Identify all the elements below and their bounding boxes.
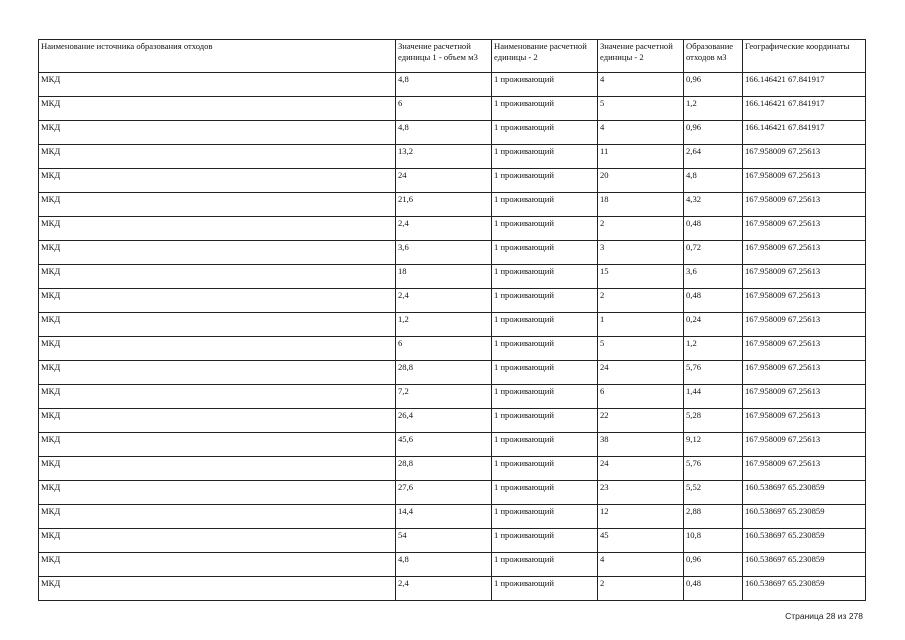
table-cell: МКД: [39, 361, 396, 385]
table-row: [39, 577, 866, 601]
table-cell: МКД: [39, 337, 396, 361]
table-cell: 167.958009 67.25613: [743, 169, 866, 193]
table-row: [39, 505, 866, 529]
table-cell: 2: [598, 289, 684, 313]
table-cell: МКД: [39, 145, 396, 169]
table-cell: 1 проживающий: [492, 433, 598, 457]
table-cell: МКД: [39, 385, 396, 409]
table-cell: 166.146421 67.841917: [743, 97, 866, 121]
table-cell: 1 проживающий: [492, 409, 598, 433]
table-cell: 0,72: [684, 241, 743, 265]
table-cell: 18: [598, 193, 684, 217]
table-cell: 2: [598, 217, 684, 241]
table-cell: 45,6: [396, 433, 492, 457]
table-cell: 160.538697 65.230859: [743, 481, 866, 505]
table-cell: 0,96: [684, 73, 743, 97]
table-cell: 167.958009 67.25613: [743, 409, 866, 433]
table-cell: 0,96: [684, 121, 743, 145]
table-cell: 1 проживающий: [492, 457, 598, 481]
table-cell: 0,24: [684, 313, 743, 337]
table-cell: 1 проживающий: [492, 289, 598, 313]
table-cell: 28,8: [396, 361, 492, 385]
table-cell: МКД: [39, 193, 396, 217]
table-cell: 2: [598, 577, 684, 601]
table-row: [39, 457, 866, 481]
table-cell: 3,6: [684, 265, 743, 289]
column-header: Географические координаты: [743, 40, 866, 73]
table-cell: 5: [598, 97, 684, 121]
table-cell: МКД: [39, 169, 396, 193]
table-row: [39, 145, 866, 169]
table-cell: 1 проживающий: [492, 553, 598, 577]
table-row: [39, 289, 866, 313]
table-cell: 166.146421 67.841917: [743, 121, 866, 145]
table-cell: 4,8: [396, 553, 492, 577]
table-row: [39, 337, 866, 361]
table-cell: 4,32: [684, 193, 743, 217]
table-cell: 167.958009 67.25613: [743, 145, 866, 169]
table-cell: 0,48: [684, 217, 743, 241]
table-cell: 1,2: [684, 337, 743, 361]
column-header: Образование отходов м3: [684, 40, 743, 73]
table-cell: 1 проживающий: [492, 529, 598, 553]
table-cell: 1 проживающий: [492, 265, 598, 289]
table-cell: МКД: [39, 121, 396, 145]
table-cell: МКД: [39, 481, 396, 505]
table-cell: 5,76: [684, 457, 743, 481]
table-cell: 45: [598, 529, 684, 553]
table-row: [39, 217, 866, 241]
table-cell: 160.538697 65.230859: [743, 529, 866, 553]
table-cell: 4,8: [684, 169, 743, 193]
table-cell: 23: [598, 481, 684, 505]
table-cell: 13,2: [396, 145, 492, 169]
table-row: [39, 73, 866, 97]
table-header-row: [39, 40, 866, 73]
table-row: [39, 169, 866, 193]
table-cell: 54: [396, 529, 492, 553]
table-cell: МКД: [39, 241, 396, 265]
table-cell: МКД: [39, 313, 396, 337]
table-cell: 167.958009 67.25613: [743, 289, 866, 313]
table-cell: 6: [598, 385, 684, 409]
table-cell: 4: [598, 553, 684, 577]
table-cell: МКД: [39, 553, 396, 577]
table-cell: 1 проживающий: [492, 337, 598, 361]
waste-sources-table: [38, 39, 866, 601]
table-cell: 1 проживающий: [492, 121, 598, 145]
table-cell: 26,4: [396, 409, 492, 433]
table-cell: 2,4: [396, 577, 492, 601]
table-cell: 1,2: [684, 97, 743, 121]
table-cell: 1 проживающий: [492, 505, 598, 529]
table-cell: МКД: [39, 289, 396, 313]
table-cell: 1 проживающий: [492, 481, 598, 505]
table-cell: 1 проживающий: [492, 385, 598, 409]
table-cell: 1 проживающий: [492, 241, 598, 265]
table-cell: 5,28: [684, 409, 743, 433]
table-cell: 1 проживающий: [492, 145, 598, 169]
table-row: [39, 481, 866, 505]
table-cell: 4,8: [396, 73, 492, 97]
table-cell: 24: [598, 457, 684, 481]
table-cell: 3: [598, 241, 684, 265]
table-cell: МКД: [39, 529, 396, 553]
table-cell: 1 проживающий: [492, 313, 598, 337]
table-cell: 1,2: [396, 313, 492, 337]
table-cell: 14,4: [396, 505, 492, 529]
table-cell: МКД: [39, 505, 396, 529]
table-cell: 28,8: [396, 457, 492, 481]
table-cell: 167.958009 67.25613: [743, 193, 866, 217]
table-cell: 2,4: [396, 217, 492, 241]
table-cell: 0,48: [684, 289, 743, 313]
table-cell: 15: [598, 265, 684, 289]
waste-sources-sheet: [38, 39, 865, 601]
table-cell: 4: [598, 73, 684, 97]
table-cell: 20: [598, 169, 684, 193]
page-number: Страница 28 из 278: [785, 611, 863, 621]
column-header: Наименование расчетной единицы - 2: [492, 40, 598, 73]
table-cell: 4: [598, 121, 684, 145]
table-cell: 1: [598, 313, 684, 337]
table-cell: 18: [396, 265, 492, 289]
table-cell: 167.958009 67.25613: [743, 337, 866, 361]
table-row: [39, 313, 866, 337]
table-cell: 1 проживающий: [492, 193, 598, 217]
table-cell: 2,4: [396, 289, 492, 313]
table-cell: МКД: [39, 409, 396, 433]
table-cell: 1 проживающий: [492, 217, 598, 241]
table-row: [39, 553, 866, 577]
table-cell: МКД: [39, 97, 396, 121]
table-cell: 27,6: [396, 481, 492, 505]
table-cell: 160.538697 65.230859: [743, 577, 866, 601]
table-cell: 6: [396, 337, 492, 361]
table-cell: 38: [598, 433, 684, 457]
table-cell: 1 проживающий: [492, 97, 598, 121]
table-cell: 167.958009 67.25613: [743, 385, 866, 409]
table-cell: 0,48: [684, 577, 743, 601]
table-cell: 10,8: [684, 529, 743, 553]
table-body: [39, 73, 866, 601]
table-cell: 3,6: [396, 241, 492, 265]
table-cell: 12: [598, 505, 684, 529]
table-row: [39, 529, 866, 553]
table-row: [39, 433, 866, 457]
table-row: [39, 121, 866, 145]
table-row: [39, 193, 866, 217]
table-cell: МКД: [39, 265, 396, 289]
table-cell: 167.958009 67.25613: [743, 241, 866, 265]
table-cell: 167.958009 67.25613: [743, 217, 866, 241]
table-row: [39, 409, 866, 433]
table-cell: 167.958009 67.25613: [743, 313, 866, 337]
table-cell: 1 проживающий: [492, 577, 598, 601]
table-cell: 160.538697 65.230859: [743, 505, 866, 529]
table-cell: 167.958009 67.25613: [743, 457, 866, 481]
table-cell: 6: [396, 97, 492, 121]
table-cell: 1 проживающий: [492, 169, 598, 193]
table-cell: 1 проживающий: [492, 361, 598, 385]
table-cell: 4,8: [396, 121, 492, 145]
table-cell: 21,6: [396, 193, 492, 217]
table-cell: 24: [396, 169, 492, 193]
table-cell: 167.958009 67.25613: [743, 361, 866, 385]
table-cell: 0,96: [684, 553, 743, 577]
column-header: Значение расчетной единицы 1 - объем м3: [396, 40, 492, 73]
table-cell: 11: [598, 145, 684, 169]
table-cell: 5: [598, 337, 684, 361]
table-cell: 22: [598, 409, 684, 433]
table-cell: 9,12: [684, 433, 743, 457]
column-header: Значение расчетной единицы - 2: [598, 40, 684, 73]
table-cell: МКД: [39, 433, 396, 457]
table-cell: МКД: [39, 73, 396, 97]
table-cell: МКД: [39, 217, 396, 241]
table-cell: 167.958009 67.25613: [743, 265, 866, 289]
table-cell: 2,64: [684, 145, 743, 169]
table-cell: 5,76: [684, 361, 743, 385]
table-cell: 160.538697 65.230859: [743, 553, 866, 577]
table-cell: МКД: [39, 457, 396, 481]
table-cell: 2,88: [684, 505, 743, 529]
column-header: Наименование источника образования отходов: [39, 40, 396, 73]
table-cell: 7,2: [396, 385, 492, 409]
table-cell: 1 проживающий: [492, 73, 598, 97]
table-cell: 5,52: [684, 481, 743, 505]
table-row: [39, 241, 866, 265]
table-row: [39, 97, 866, 121]
table-row: [39, 385, 866, 409]
table-row: [39, 361, 866, 385]
table-cell: 167.958009 67.25613: [743, 433, 866, 457]
table-cell: МКД: [39, 577, 396, 601]
table-cell: 166.146421 67.841917: [743, 73, 866, 97]
table-cell: 1,44: [684, 385, 743, 409]
table-row: [39, 265, 866, 289]
table-cell: 24: [598, 361, 684, 385]
